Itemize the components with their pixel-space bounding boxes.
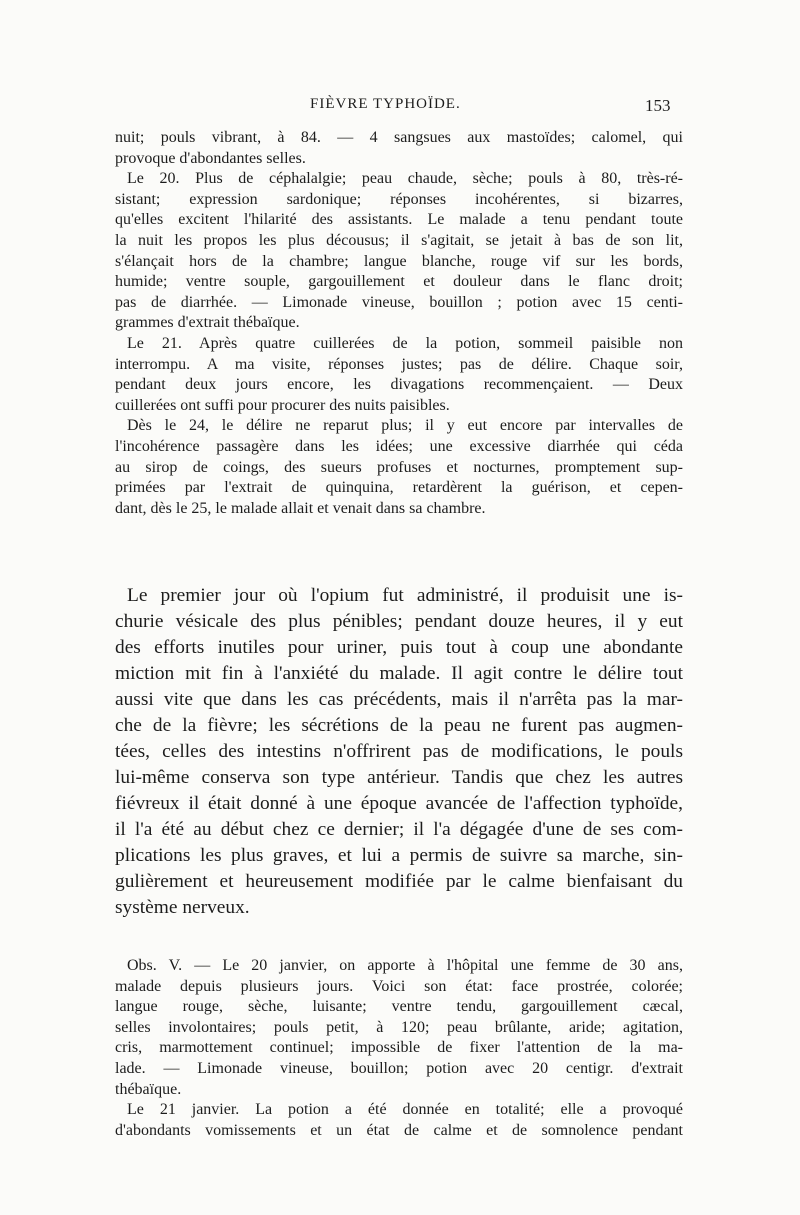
text-line: d'abondants vomissements et un état de calme et de somnolence pendant [115,1121,683,1139]
text-line: churie vésicale des plus pénibles; pendant douze heures, il y eut [115,611,683,632]
text-line: l'incohérence passagère dans les idées; une excessive diarrhée qui céda [115,437,683,455]
text-line: tées, celles des intestins n'offrirent pas de modifications, le pouls [115,741,683,762]
text-line: interrompu. A ma visite, réponses justes; pas de délire. Chaque soir, [115,355,683,373]
text-line: provoque d'abondantes selles. [115,149,306,167]
text-line: lui-même conserva son type antérieur. Tandis que chez les autres [115,767,683,788]
text-line: lade. — Limonade vineuse, bouillon; potion avec 20 centigr. d'extrait [115,1059,683,1077]
text-line: s'élançait hors de la chambre; langue blanche, rouge vif sur les bords, [115,252,683,270]
text-line: des efforts inutiles pour uriner, puis tout à coup une abondante [115,637,683,658]
text-line: gulièrement et heureusement modifiée par le calme bienfaisant du [115,871,683,892]
text-line: au sirop de coings, des sueurs profuses et nocturnes, promptement sup- [115,458,683,476]
text-line: fiévreux il était donné à une époque avancée de l'affection typhoïde, [115,793,683,814]
text-line: humide; ventre souple, gargouillement et douleur dans le flanc droit; [115,273,683,291]
text-line: Le 21. Après quatre cuillerées de la potion, sommeil paisible non [127,334,683,352]
text-line: cris, marmottement continuel; impossible de fixer l'attention de la ma- [115,1039,683,1057]
text-line: Le 21 janvier. La potion a été donnée en totalité; elle a provoqué [127,1101,683,1119]
text-line: Dès le 24, le délire ne reparut plus; il y eut encore par intervalles de [127,417,683,435]
text-line: thébaïque. [115,1080,182,1098]
text-line: langue rouge, sèche, luisante; ventre tendu, gargouillement cæcal, [115,998,683,1016]
text-line: selles involontaires; pouls petit, à 120; peau brûlante, aride; agitation, [115,1018,683,1036]
text-line: pas de diarrhée. — Limonade vineuse, bouillon ; potion avec 15 centi- [115,293,683,311]
text-line: il l'a été au début chez ce dernier; il l'a dégagée d'une de ses com- [115,819,683,840]
text-line: la nuit les propos les plus décousus; il s'agitait, se jetait à bas de son lit, [115,231,683,249]
text-line: pendant deux jours encore, les divagations recommençaient. — Deux [115,376,683,394]
text-line: che de la fièvre; les sécrétions de la peau ne furent pas augmen- [115,715,683,736]
commentary-paragraph [115,583,683,921]
text-line: nuit; pouls vibrant, à 84. — 4 sangsues aux mastoïdes; calomel, qui [115,129,683,146]
text-line: aussi vite que dans les cas précédents, mais il n'arrêta pas la mar- [115,689,683,710]
running-title: FIÈVRE TYPHOÏDE. [310,96,461,112]
text-line: Le premier jour où l'opium fut administré, il produisit une is- [127,585,683,606]
text-line: primées par l'extrait de quinquina, retardèrent la guérison, et cepen- [115,479,683,497]
page-header [0,96,800,122]
text-line: Obs. V. — Le 20 janvier, on apporte à l'hôpital une femme de 30 ans, [127,957,683,974]
text-line: Le 20. Plus de céphalalgie; peau chaude, sèche; pouls à 80, très-ré- [127,170,683,188]
observation-v-paragraphs [115,956,683,1141]
text-line: grammes d'extrait thébaïque. [115,314,300,332]
text-line: sistant; expression sardonique; réponses incohérentes, si bizarres, [115,190,683,208]
text-line: dant, dès le 25, le malade allait et venait dans sa chambre. [115,499,486,517]
text-line: plications les plus graves, et lui a permis de suivre sa marche, sin- [115,845,683,866]
text-line: système nerveux. [115,897,250,918]
text-line: qu'elles excitent l'hilarité des assistants. Le malade a tenu pendant toute [115,211,683,229]
page-number: 153 [645,96,671,115]
text-line: malade depuis plusieurs jours. Voici son état: face prostrée, colorée; [115,977,683,995]
text-line: miction mit fin à l'anxiété du malade. Il agit contre le délire tout [115,663,683,684]
text-line: cuillerées ont suffi pour procurer des nuits paisibles. [115,396,450,414]
case-notes-paragraphs [115,128,683,519]
